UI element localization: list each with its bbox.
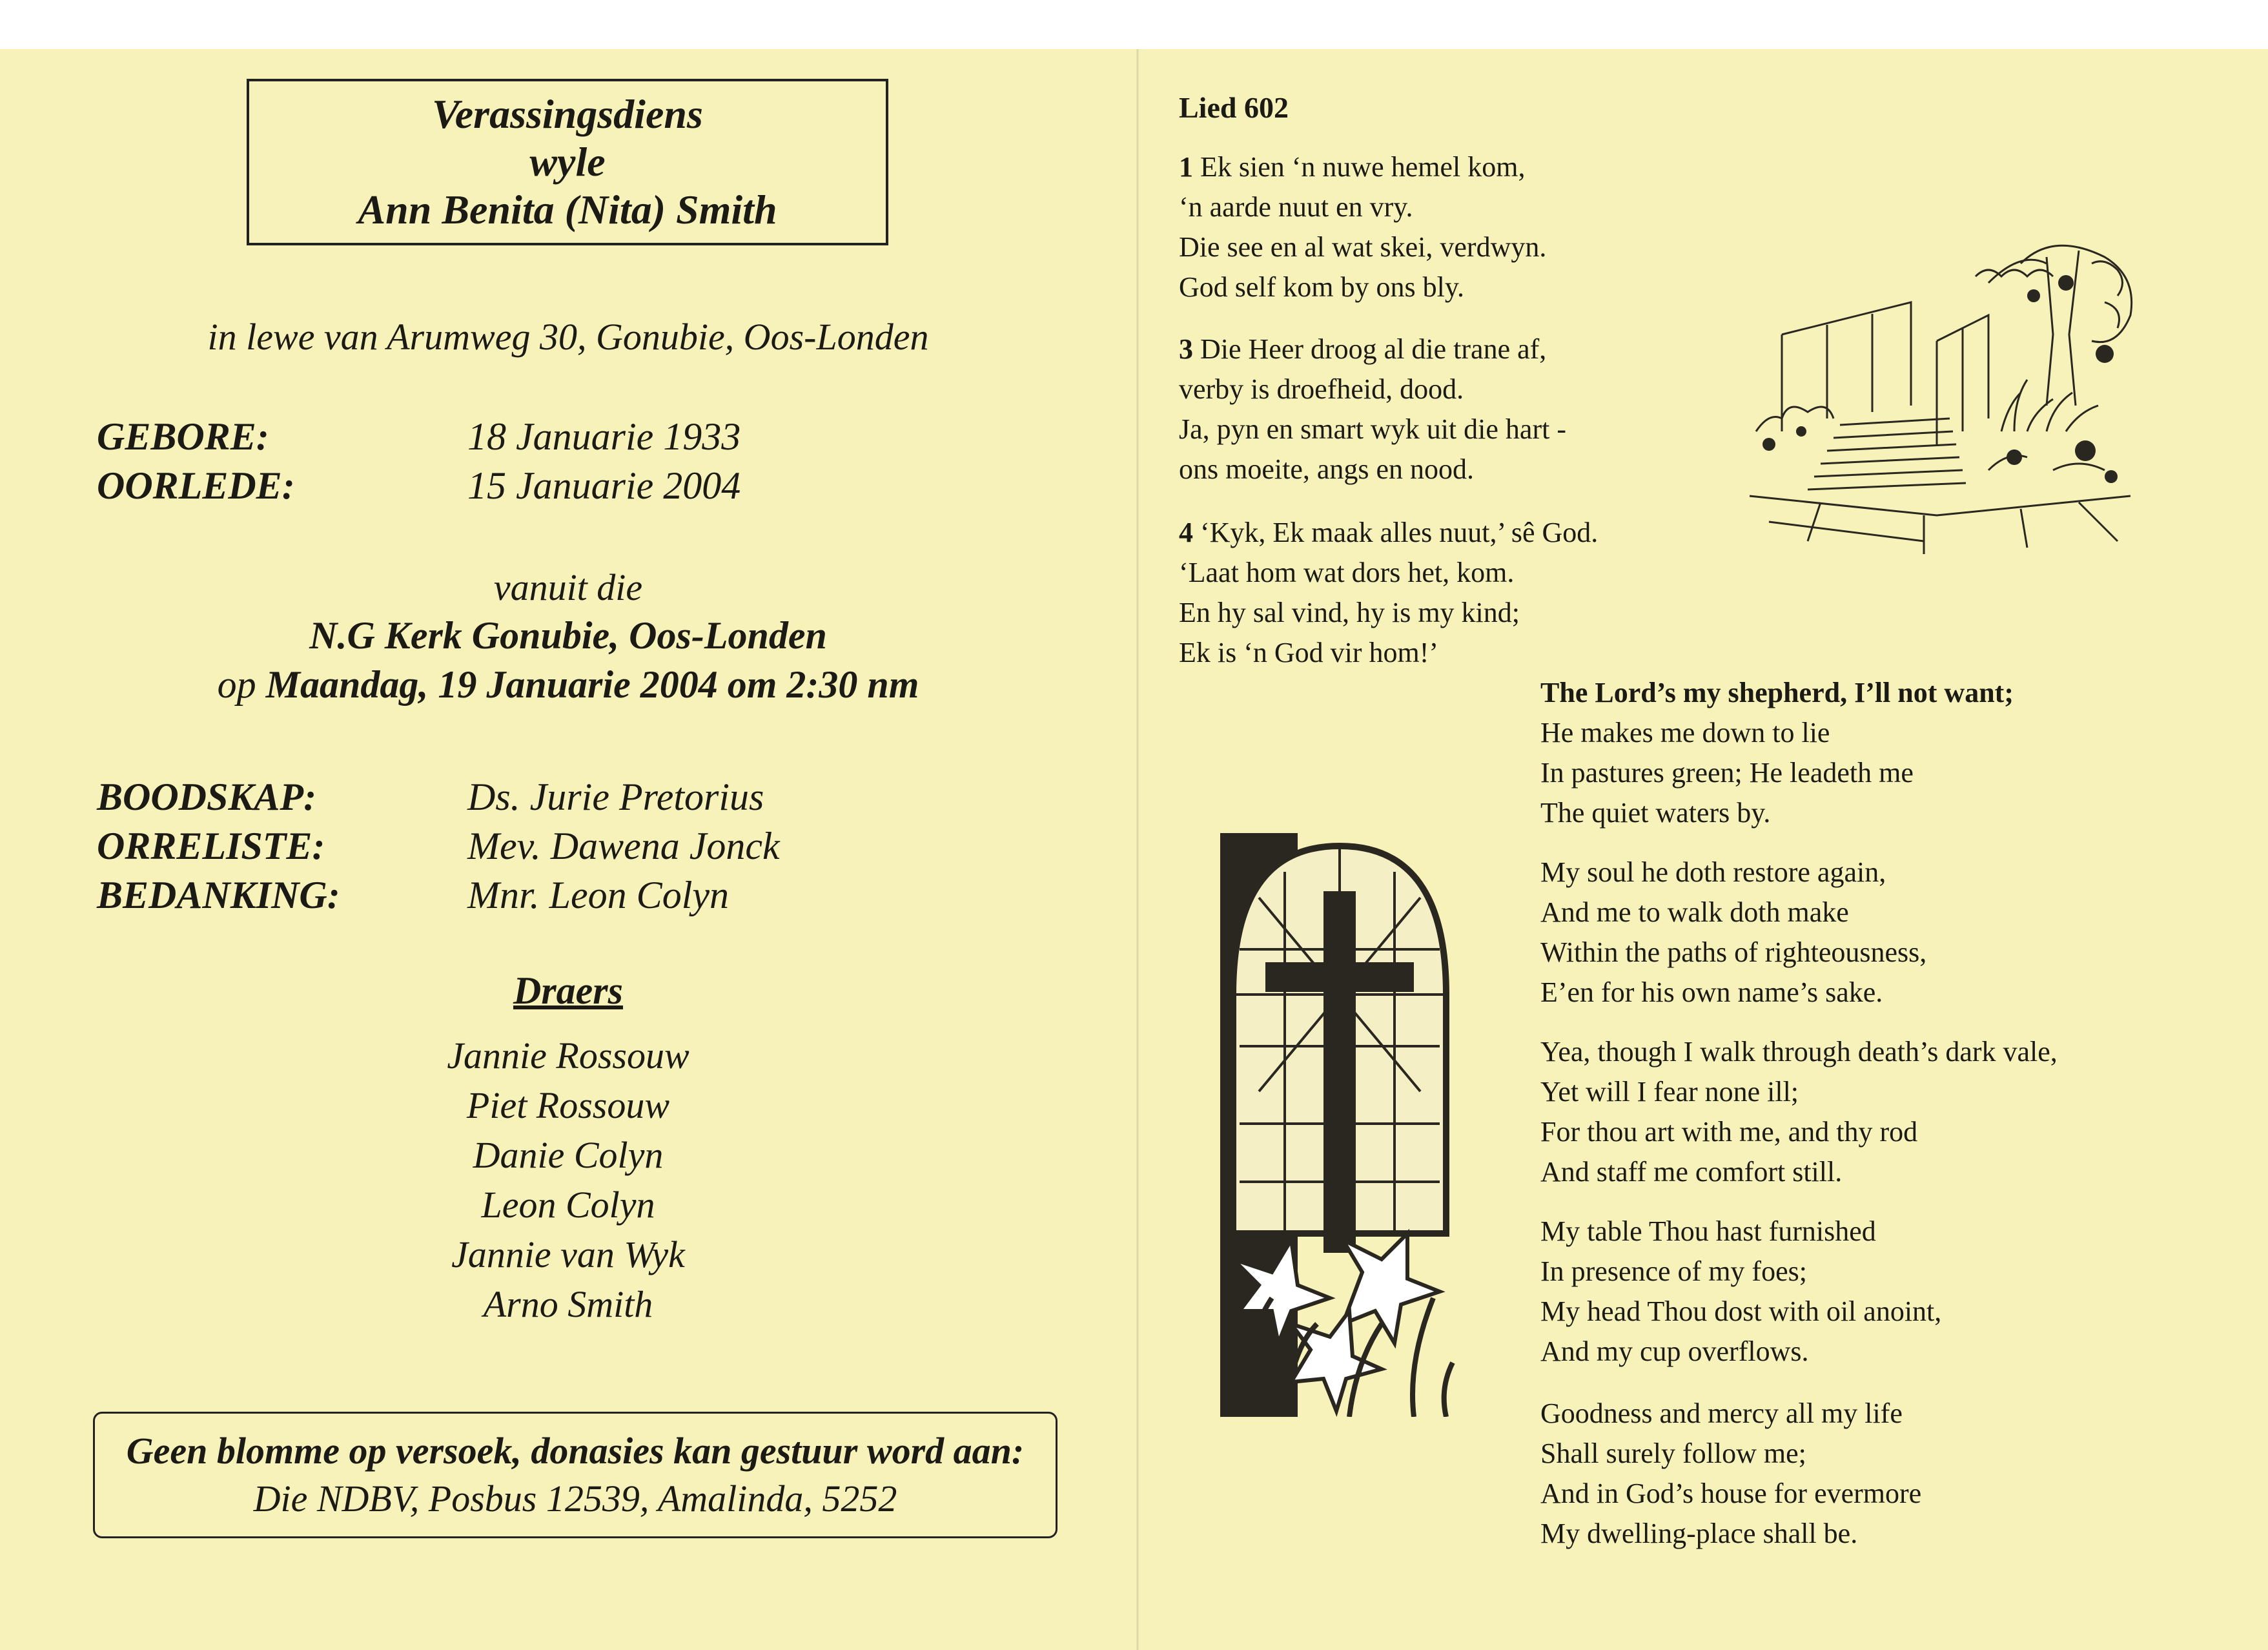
psalm-line: And in God’s house for evermore <box>1540 1478 1922 1509</box>
venue-datetime-value: Maandag, 19 Januarie 2004 om 2:30 nm <box>265 663 919 706</box>
hymn-verse-1 <box>1179 147 1546 307</box>
verse-line: En hy sal vind, hy is my kind; <box>1179 597 1520 628</box>
pallbearer: Leon Colyn <box>481 1184 655 1226</box>
verse-line: ‘Kyk, Ek maak alles nuut,’ sê God. <box>1200 517 1599 548</box>
psalm-line: Within the paths of righteousness, <box>1540 936 1927 968</box>
psalm-line: Yea, though I walk through death’s dark vale, <box>1540 1036 2058 1067</box>
pallbearer: Arno Smith <box>483 1283 653 1325</box>
cross-window-illustration <box>1220 833 1459 1417</box>
verse-line: ‘Laat hom wat dors het, kom. <box>1179 557 1515 588</box>
pallbearers-heading: Draers <box>513 969 623 1012</box>
donation-note-line-1: Geen blomme op versoek, donasies kan gestuur word aan: <box>126 1430 1025 1472</box>
psalm-line: And my cup overflows. <box>1540 1335 1809 1367</box>
pallbearer: Jannie Rossouw <box>447 1035 690 1077</box>
verse-number: 3 <box>1179 333 1193 365</box>
psalm-line: E’en for his own name’s sake. <box>1540 976 1883 1008</box>
psalm-line: And staff me comfort still. <box>1540 1156 1843 1188</box>
verse-line: Die Heer droog al die trane af, <box>1200 333 1547 365</box>
psalm-line: He makes me down to lie <box>1540 717 1830 748</box>
center-fold <box>1136 49 1139 1650</box>
psalm-line: And me to walk doth make <box>1540 896 1849 928</box>
garden-steps-illustration <box>1743 238 2143 554</box>
title-line-3: Ann Benita (Nita) Smith <box>358 187 777 232</box>
verse-line: Ek is ‘n God vir hom!’ <box>1179 637 1439 668</box>
psalm-line: My head Thou dost with oil anoint, <box>1540 1295 1942 1327</box>
born-date: 18 Januarie 1933 <box>467 415 741 458</box>
psalm-stanza-2 <box>1540 852 1926 1013</box>
psalm-stanza-1 <box>1540 673 2014 833</box>
organist-person: Mev. Dawena Jonck <box>467 825 780 867</box>
psalm-line: The Lord’s my shepherd, I’ll not want; <box>1540 677 2014 708</box>
verse-line: Ek sien ‘n nuwe hemel kom, <box>1200 151 1526 183</box>
psalm-line: Yet will I fear none ill; <box>1540 1076 1799 1108</box>
psalm-line: Goodness and mercy all my life <box>1540 1397 1903 1429</box>
born-label: GEBORE: <box>97 415 269 458</box>
verse-line: ons moeite, angs en nood. <box>1179 453 1475 485</box>
title-box <box>247 79 888 245</box>
pallbearer: Jannie van Wyk <box>451 1233 685 1275</box>
psalm-line: My table Thou hast furnished <box>1540 1215 1876 1247</box>
title-line-1: Verassingsdiens <box>432 91 703 137</box>
pallbearer: Piet Rossouw <box>466 1084 670 1126</box>
psalm-line: In presence of my foes; <box>1540 1255 1807 1287</box>
hymn-verse-4 <box>1179 513 1598 673</box>
psalm-line: My soul he doth restore again, <box>1540 856 1886 888</box>
verse-number: 1 <box>1179 151 1193 183</box>
message-label: BOODSKAP: <box>97 776 317 818</box>
psalm-line: In pastures green; He leadeth me <box>1540 757 1914 789</box>
donation-note-address: Die NDBV, Posbus 12539, Amalinda, 5252 <box>253 1478 897 1520</box>
psalm-line: My dwelling-place shall be. <box>1540 1518 1858 1549</box>
venue-line-1: vanuit die <box>493 566 643 608</box>
message-person: Ds. Jurie Pretorius <box>467 776 764 818</box>
died-label: OORLEDE: <box>97 464 295 507</box>
address-line: in lewe van Arumweg 30, Gonubie, Oos-Londen <box>207 316 929 358</box>
verse-number: 4 <box>1179 517 1193 548</box>
organist-label: ORRELISTE: <box>97 825 325 867</box>
venue-datetime <box>0 663 1136 707</box>
thanks-person: Mnr. Leon Colyn <box>467 874 729 916</box>
venue-church: N.G Kerk Gonubie, Oos-Londen <box>309 614 827 657</box>
psalm-line: For thou art with me, and thy rod <box>1540 1116 1918 1148</box>
verse-line: Ja, pyn en smart wyk uit die hart - <box>1179 413 1566 445</box>
verse-line: ‘n aarde nuut en vry. <box>1179 191 1413 223</box>
pallbearers-list <box>0 1031 1136 1329</box>
psalm-stanza-5 <box>1540 1394 1921 1554</box>
psalm-stanza-4 <box>1540 1212 1941 1372</box>
song-title: Lied 602 <box>1179 91 1289 124</box>
title-line-2: wyle <box>529 139 606 185</box>
verse-line: verby is droefheid, dood. <box>1179 373 1464 405</box>
verse-line: God self kom by ons bly. <box>1179 271 1465 303</box>
donation-note-box <box>93 1412 1057 1538</box>
venue-datetime-prefix: op <box>217 663 266 706</box>
pallbearer: Danie Colyn <box>473 1134 664 1176</box>
thanks-label: BEDANKING: <box>97 874 340 916</box>
hymn-verse-3 <box>1179 329 1566 490</box>
psalm-line: Shall surely follow me; <box>1540 1438 1806 1469</box>
psalm-line: The quiet waters by. <box>1540 797 1771 829</box>
psalm-stanza-3 <box>1540 1032 2058 1192</box>
died-date: 15 Januarie 2004 <box>467 464 741 507</box>
verse-line: Die see en al wat skei, verdwyn. <box>1179 231 1547 263</box>
